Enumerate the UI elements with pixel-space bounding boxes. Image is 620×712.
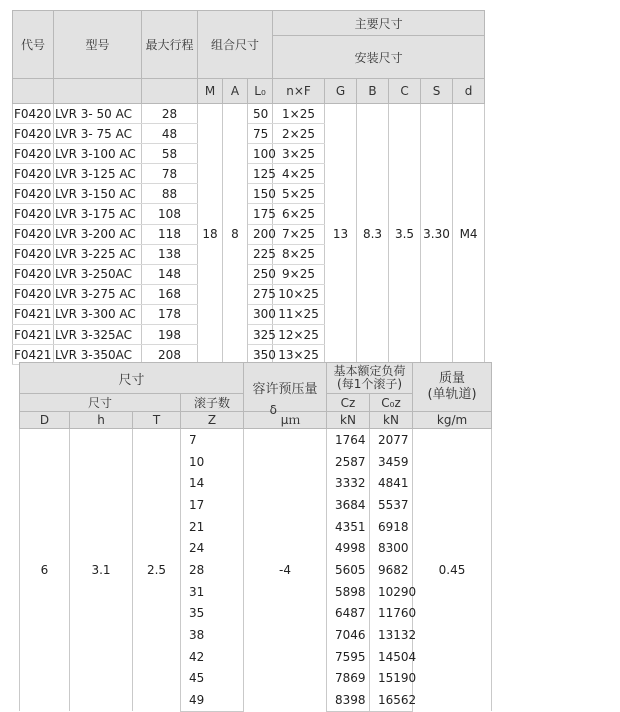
cell-stroke: 48 xyxy=(142,124,198,144)
cell-l0: 325 xyxy=(248,325,273,345)
cell-l0: 250 xyxy=(248,264,273,284)
cell-c0z: 2077 xyxy=(370,429,413,451)
cell-code: F0420 xyxy=(13,124,54,144)
cell-stroke: 88 xyxy=(142,184,198,204)
cell-code: F0420 xyxy=(13,264,54,284)
bottom-table-header xyxy=(20,363,492,429)
cell-model: LVR 3-100 AC xyxy=(54,144,142,164)
cell-nxf: 5×25 xyxy=(273,184,325,204)
cell-model: LVR 3-150 AC xyxy=(54,184,142,204)
header-blank-3 xyxy=(142,79,198,104)
cell-code: F0420 xyxy=(13,244,54,264)
header-combo-dims: 组合尺寸 xyxy=(198,11,273,79)
delta-unit: μｍ xyxy=(280,413,301,427)
cell-nxf: 13×25 xyxy=(273,345,325,365)
cell-c: 3.5 xyxy=(389,104,421,365)
cell-nxf: 10×25 xyxy=(273,284,325,304)
cell-code: F0420 xyxy=(13,284,54,304)
top-table-body xyxy=(13,104,485,365)
cell-h: 3.1 xyxy=(70,429,133,712)
cell-cz: 7595 xyxy=(327,646,370,668)
cell-stroke: 168 xyxy=(142,284,198,304)
cell-c0z: 14504 xyxy=(370,646,413,668)
cell-c0z: 8300 xyxy=(370,537,413,559)
cell-stroke: 78 xyxy=(142,164,198,184)
cell-l0: 350 xyxy=(248,345,273,365)
cell-stroke: 198 xyxy=(142,325,198,345)
cell-z: 35 xyxy=(181,603,244,625)
cell-z: 17 xyxy=(181,494,244,516)
cell-z: 49 xyxy=(181,689,244,711)
cell-l0: 175 xyxy=(248,204,273,224)
cell-z: 24 xyxy=(181,537,244,559)
header-cz: Cz xyxy=(327,394,370,412)
cell-code: F0420 xyxy=(13,224,54,244)
cell-stroke: 28 xyxy=(142,104,198,124)
cell-z: 7 xyxy=(181,429,244,451)
header-delta xyxy=(244,403,327,429)
cell-z: 21 xyxy=(181,516,244,538)
header-c0z: C₀z xyxy=(370,394,413,412)
load-rating-sub: (每1个滚子) xyxy=(337,377,403,391)
cell-model: LVR 3-275 AC xyxy=(54,284,142,304)
cell-l0: 150 xyxy=(248,184,273,204)
cell-l0: 50 xyxy=(248,104,273,124)
cell-nxf: 4×25 xyxy=(273,164,325,184)
cell-model: LVR 3-125 AC xyxy=(54,164,142,184)
cell-cz: 4351 xyxy=(327,516,370,538)
cell-cz: 7046 xyxy=(327,624,370,646)
header-T: T xyxy=(133,412,181,429)
cell-l0: 275 xyxy=(248,284,273,304)
header-Z: Z xyxy=(181,412,244,429)
header-a: A xyxy=(223,79,248,104)
cell-model: LVR 3-225 AC xyxy=(54,244,142,264)
cell-stroke: 108 xyxy=(142,204,198,224)
cell-b: 8.3 xyxy=(357,104,389,365)
cell-c0z: 13132 xyxy=(370,624,413,646)
header-blank-1 xyxy=(13,79,54,104)
table-row xyxy=(13,104,485,124)
cell-l0: 300 xyxy=(248,304,273,324)
cell-cz: 8398 xyxy=(327,689,370,711)
bottom-table-body xyxy=(20,429,492,712)
header-model: 型号 xyxy=(54,11,142,79)
cell-cz: 7869 xyxy=(327,668,370,690)
cell-cz: 3332 xyxy=(327,472,370,494)
cell-z: 38 xyxy=(181,624,244,646)
cell-model: LVR 3- 50 AC xyxy=(54,104,142,124)
cell-c0z: 5537 xyxy=(370,494,413,516)
header-d: d xyxy=(453,79,485,104)
cell-mass: 0.45 xyxy=(413,429,492,712)
cell-c0z: 10290 xyxy=(370,581,413,603)
cell-code: F0420 xyxy=(13,184,54,204)
cell-code: F0420 xyxy=(13,204,54,224)
cell-nxf: 7×25 xyxy=(273,224,325,244)
delta-symbol: δ xyxy=(269,403,277,417)
cell-nxf: 6×25 xyxy=(273,204,325,224)
cell-z: 31 xyxy=(181,581,244,603)
cell-cz: 5898 xyxy=(327,581,370,603)
cell-l0: 75 xyxy=(248,124,273,144)
cell-stroke: 58 xyxy=(142,144,198,164)
cell-model: LVR 3-350AC xyxy=(54,345,142,365)
cell-cz: 1764 xyxy=(327,429,370,451)
cell-preload: -4 xyxy=(244,429,327,712)
cell-model: LVR 3-325AC xyxy=(54,325,142,345)
cell-z: 45 xyxy=(181,668,244,690)
cell-a: 8 xyxy=(223,104,248,365)
header-load-rating xyxy=(327,363,413,394)
cell-model: LVR 3-250AC xyxy=(54,264,142,284)
mass-sub: (单轨道) xyxy=(427,387,477,402)
cell-g: 13 xyxy=(325,104,357,365)
cell-nxf: 9×25 xyxy=(273,264,325,284)
header-b: B xyxy=(357,79,389,104)
mass-title: 质量 xyxy=(439,371,466,386)
cell-stroke: 208 xyxy=(142,345,198,365)
cell-l0: 225 xyxy=(248,244,273,264)
cell-cz: 5605 xyxy=(327,559,370,581)
cell-c0z: 3459 xyxy=(370,451,413,473)
cell-z: 14 xyxy=(181,472,244,494)
header-cz-unit: kN xyxy=(327,412,370,429)
cell-code: F0421 xyxy=(13,325,54,345)
cell-code: F0420 xyxy=(13,164,54,184)
header-dims: 尺寸 xyxy=(20,363,244,394)
cell-code: F0420 xyxy=(13,144,54,164)
cell-stroke: 148 xyxy=(142,264,198,284)
cell-d: M4 xyxy=(453,104,485,365)
cell-cz: 4998 xyxy=(327,537,370,559)
cell-cz: 2587 xyxy=(327,451,370,473)
header-main-dims: 主要尺寸 xyxy=(273,11,485,36)
cell-l0: 100 xyxy=(248,144,273,164)
cell-nxf: 12×25 xyxy=(273,325,325,345)
header-blank-2 xyxy=(54,79,142,104)
cell-D: 6 xyxy=(20,429,70,712)
cell-code: F0420 xyxy=(13,104,54,124)
cell-z: 28 xyxy=(181,559,244,581)
header-s: S xyxy=(421,79,453,104)
cell-s: 3.30 xyxy=(421,104,453,365)
cell-code: F0421 xyxy=(13,345,54,365)
cell-model: LVR 3-175 AC xyxy=(54,204,142,224)
header-nxf: n×F xyxy=(273,79,325,104)
cell-l0: 200 xyxy=(248,224,273,244)
header-max-stroke: 最大行程 xyxy=(142,11,198,79)
cell-cz: 6487 xyxy=(327,603,370,625)
cell-model: LVR 3-200 AC xyxy=(54,224,142,244)
header-install-dims: 安装尺寸 xyxy=(273,36,485,79)
cell-stroke: 138 xyxy=(142,244,198,264)
header-h: h xyxy=(70,412,133,429)
top-table-header xyxy=(13,11,485,104)
header-D: D xyxy=(20,412,70,429)
cell-model: LVR 3-300 AC xyxy=(54,304,142,324)
cell-c0z: 15190 xyxy=(370,668,413,690)
cell-T: 2.5 xyxy=(133,429,181,712)
cell-stroke: 118 xyxy=(142,224,198,244)
header-g: G xyxy=(325,79,357,104)
header-mass xyxy=(413,363,492,412)
roller-spec-table xyxy=(19,362,492,712)
header-code: 代号 xyxy=(13,11,54,79)
cell-nxf: 3×25 xyxy=(273,144,325,164)
cell-model: LVR 3- 75 AC xyxy=(54,124,142,144)
cell-code: F0421 xyxy=(13,304,54,324)
cell-l0: 125 xyxy=(248,164,273,184)
cell-c0z: 9682 xyxy=(370,559,413,581)
cell-nxf: 8×25 xyxy=(273,244,325,264)
header-m: M xyxy=(198,79,223,104)
header-l0: L₀ xyxy=(248,79,273,104)
header-c: C xyxy=(389,79,421,104)
cell-stroke: 178 xyxy=(142,304,198,324)
cell-nxf: 2×25 xyxy=(273,124,325,144)
cell-c0z: 16562 xyxy=(370,689,413,711)
cell-nxf: 11×25 xyxy=(273,304,325,324)
cell-cz: 3684 xyxy=(327,494,370,516)
cell-m: 18 xyxy=(198,104,223,365)
header-mass-unit: kg/m xyxy=(413,412,492,429)
header-c0z-unit: kN xyxy=(370,412,413,429)
lvr-dimension-table xyxy=(12,10,485,365)
cell-z: 42 xyxy=(181,646,244,668)
cell-c0z: 4841 xyxy=(370,472,413,494)
header-preload: 容许预压量 xyxy=(244,363,327,412)
cell-nxf: 1×25 xyxy=(273,104,325,124)
table-row xyxy=(20,429,492,451)
cell-c0z: 6918 xyxy=(370,516,413,538)
header-roller-count: 滚子数 xyxy=(181,394,244,412)
load-rating-title: 基本额定负荷 xyxy=(333,364,406,378)
cell-z: 10 xyxy=(181,451,244,473)
cell-c0z: 11760 xyxy=(370,603,413,625)
header-dims-sub: 尺寸 xyxy=(20,394,181,412)
